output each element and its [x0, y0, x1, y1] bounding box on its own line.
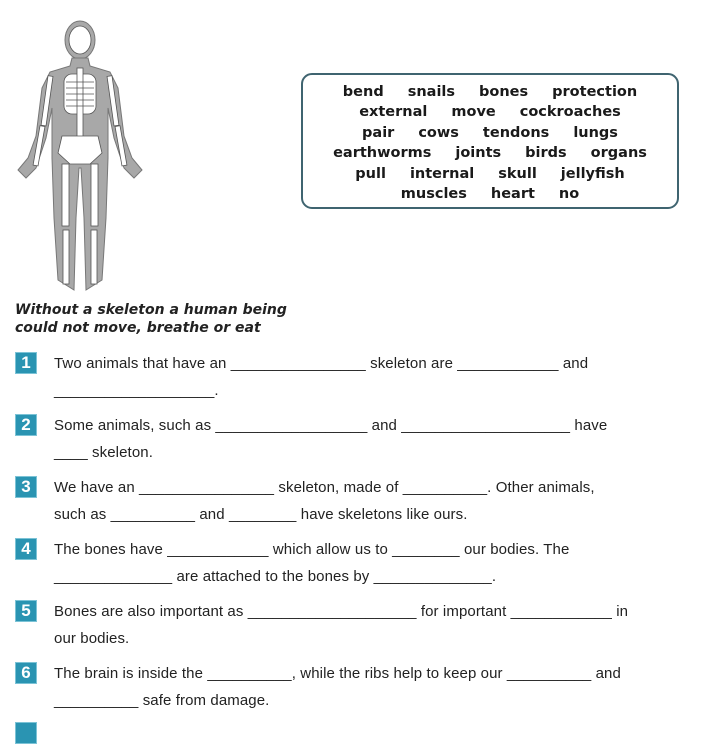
word: skull	[498, 165, 537, 182]
word: jellyfish	[560, 165, 625, 182]
question-number-badge: 2	[15, 414, 37, 436]
word: pair	[362, 124, 395, 141]
word-bank	[301, 73, 679, 209]
question-line[interactable]: ______________ are attached to the bones by ______________.	[54, 568, 497, 585]
question-line[interactable]: ___________________.	[54, 382, 219, 399]
caption-line: Without a skeleton a human being	[15, 302, 287, 318]
question-1	[15, 350, 695, 404]
question-line[interactable]: Two animals that have an ________________ skeleton are ____________ and	[54, 355, 589, 372]
word-row	[303, 102, 677, 122]
word: snails	[407, 84, 456, 100]
word: lungs	[573, 124, 618, 141]
word: protection	[552, 84, 638, 100]
word: organs	[590, 145, 647, 162]
question-number-badge: 5	[15, 600, 37, 622]
word: bones	[479, 84, 529, 100]
word: external	[359, 104, 428, 121]
word: joints	[455, 145, 502, 162]
word: internal	[409, 165, 475, 182]
question-5	[15, 598, 695, 652]
question-line[interactable]: We have an ________________ skeleton, made of __________. Other animals,	[54, 479, 595, 496]
question-line[interactable]: Bones are also important as ____________________ for important ____________ in	[54, 603, 629, 620]
word: pull	[355, 165, 386, 182]
word-row	[303, 82, 677, 102]
caption-line: could not move, breathe or eat	[15, 320, 261, 336]
question-number-badge	[15, 722, 37, 744]
word: bend	[342, 84, 384, 100]
word: move	[451, 104, 496, 121]
word: tendons	[482, 124, 550, 141]
question-line[interactable]: our bodies.	[54, 630, 130, 647]
question-line[interactable]: Some animals, such as __________________ and ____________________ have	[54, 417, 608, 434]
question-number-badge: 4	[15, 538, 37, 560]
word: heart	[490, 186, 535, 203]
question-6	[15, 660, 695, 714]
question-number-badge: 1	[15, 352, 37, 374]
word: earthworms	[333, 145, 432, 162]
question-line[interactable]: ____ skeleton.	[54, 444, 153, 461]
word-row	[303, 123, 677, 143]
word: cockroaches	[519, 104, 621, 121]
skeleton-illustration	[10, 18, 150, 298]
word: muscles	[400, 186, 467, 203]
figure-caption	[15, 301, 287, 337]
question-number-badge: 3	[15, 476, 37, 498]
question-line[interactable]: The brain is inside the __________, while the ribs help to keep our __________ and	[54, 665, 621, 682]
question-line[interactable]: such as __________ and ________ have skeletons like ours.	[54, 506, 468, 523]
question-2	[15, 412, 695, 466]
word-row	[303, 164, 677, 184]
word: no	[558, 186, 580, 203]
word-row	[303, 143, 677, 163]
question-line[interactable]: The bones have ____________ which allow us to ________ our bodies. The	[54, 541, 570, 558]
word: cows	[418, 124, 459, 141]
question-3	[15, 474, 695, 528]
word: birds	[525, 145, 567, 162]
question-4	[15, 536, 695, 590]
question-line[interactable]: __________ safe from damage.	[54, 692, 270, 709]
word-row	[303, 184, 677, 204]
question-number-badge: 6	[15, 662, 37, 684]
